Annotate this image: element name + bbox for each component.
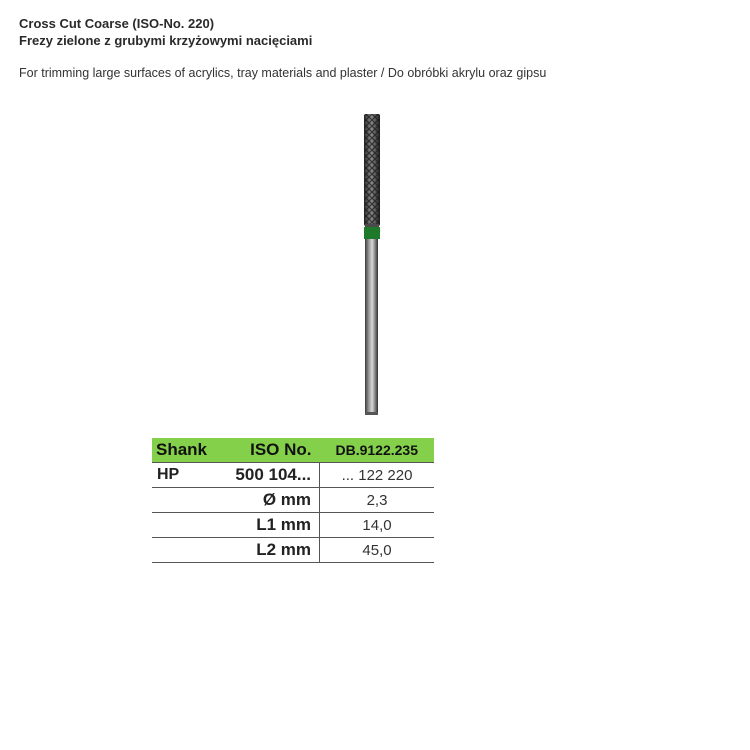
row-label: 500 104...	[207, 463, 320, 488]
header-product-code: DB.9122.235	[320, 438, 434, 463]
product-title-pl: Frezy zielone z grubymi krzyżowymi nacięciami	[19, 33, 313, 48]
row-value: 2,3	[320, 488, 434, 513]
header-shank: Shank	[152, 438, 207, 463]
spec-table	[152, 438, 434, 563]
spec-row-l1	[152, 513, 434, 538]
row-value: 14,0	[320, 513, 434, 538]
row-shank: HP	[152, 463, 207, 488]
row-shank	[152, 538, 207, 563]
spec-row-diameter	[152, 488, 434, 513]
row-value: 45,0	[320, 538, 434, 563]
green-band	[364, 227, 380, 239]
row-shank	[152, 488, 207, 513]
row-label: L2 mm	[207, 538, 320, 563]
product-title-en: Cross Cut Coarse (ISO-No. 220)	[19, 16, 215, 31]
bur-shank	[365, 239, 378, 415]
row-label: Ø mm	[207, 488, 320, 513]
bur-head	[364, 114, 380, 226]
spec-row-iso	[152, 463, 434, 488]
row-label: L1 mm	[207, 513, 320, 538]
spec-row-l2	[152, 538, 434, 563]
product-description: For trimming large surfaces of acrylics, tray materials and plaster / Do obróbki akrylu oraz gipsu	[19, 66, 547, 80]
row-value: ... 122 220	[320, 463, 434, 488]
spec-header-row	[152, 438, 434, 463]
header-iso-no: ISO No.	[207, 438, 320, 463]
row-shank	[152, 513, 207, 538]
